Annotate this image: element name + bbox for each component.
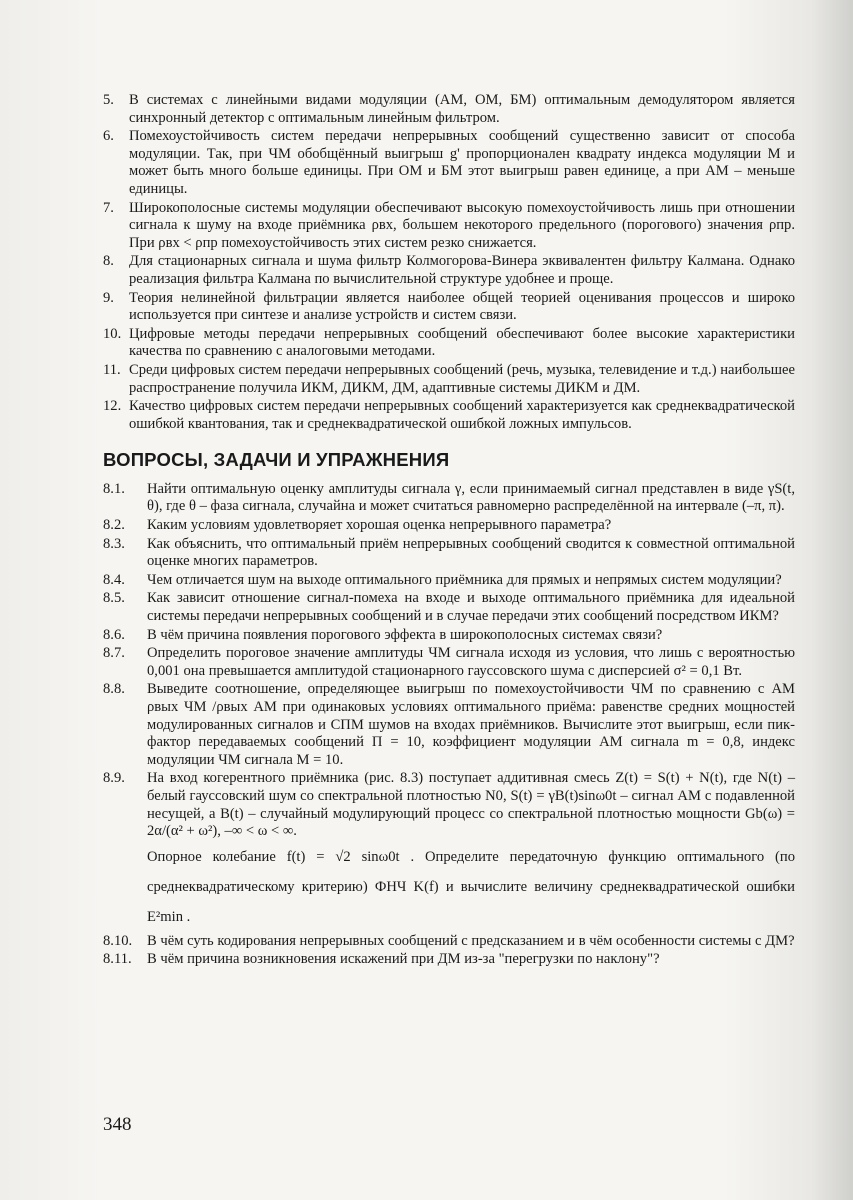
summary-number: 7. [103, 199, 114, 216]
question-number: 8.10. [103, 932, 133, 949]
question-list [103, 481, 795, 969]
question-text: Каким условиям удовлетворяет хорошая оценка непрерывного параметра? [147, 517, 612, 534]
question-text: Определить пороговое значение амплитуды ЧМ сигнала исходя из условия, что лишь с вероятностью 0,001 она превышается амплитудой стационарного гауссовского шума с дисперсией σ² = 0,1 Вт. [147, 645, 795, 679]
question-text: Как объяснить, что оптимальный приём непрерывных сообщений сводится к совместной оптимальной оценке многих параметров. [147, 535, 795, 570]
summary-item [103, 253, 795, 288]
question-text: Найти оптимальную оценку амплитуды сигнала γ, если принимаемый сигнал представлен в виде γS(t, θ), где θ – фаза сигнала, случайна и может считаться равномерно распределённой на интервале (–π, π). [147, 480, 795, 515]
summary-item [103, 398, 795, 433]
question-text: Опорное колебание f(t) = √2 sinω0t . Определите передаточную функцию оптимального (по среднеквадратическому критерию) ФНЧ K(f) и вычислите величину среднеквадратической ошибки E²min . [147, 848, 795, 925]
question-item [103, 590, 795, 625]
summary-number: 5. [103, 92, 114, 108]
summary-number: 6. [103, 128, 114, 145]
summary-item [103, 92, 795, 127]
page-number: 348 [103, 1114, 132, 1135]
question-number: 8.11. [103, 951, 132, 968]
question-number: 8.1. [103, 480, 125, 497]
question-item [103, 681, 795, 769]
summary-item [103, 290, 795, 325]
question-item [103, 572, 795, 590]
summary-text: Цифровые методы передачи непрерывных сообщений обеспечивают более высокие характеристики качества по сравнению с аналоговыми методами. [129, 325, 795, 360]
summary-text: Широкополосные системы модуляции обеспечивают высокую помехоустойчивость лишь при отношении сигнала к шуму на входе приёмника ρвх, большем некоторого предельного (порогового) значения ρпр. При ρвх < ρпр помехоустойчивость этих систем резко снижается. [129, 199, 795, 251]
summary-item [103, 326, 795, 361]
question-item [103, 481, 795, 516]
summary-item [103, 128, 795, 198]
question-item [103, 517, 795, 535]
summary-text: Теория нелинейной фильтрации является наиболее общей теорией оценивания процессов и широко используется при синтезе и анализе устройств и систем связи. [129, 289, 795, 324]
summary-item [103, 362, 795, 397]
section-title: ВОПРОСЫ, ЗАДАЧИ И УПРАЖНЕНИЯ [103, 449, 450, 471]
question-number: 8.5. [103, 590, 125, 607]
question-number: 8.3. [103, 535, 125, 552]
question-item [103, 951, 795, 969]
summary-text: В системах с линейными видами модуляции (АМ, ОМ, БМ) оптимальным демодулятором является синхронный детектор с оптимальным линейным фильтром. [129, 92, 795, 126]
question-text: На вход когерентного приёмника (рис. 8.3) поступает аддитивная смесь Z(t) = S(t) + N(t), где N(t) – белый гауссовский шум со спектральной плотностью N0, S(t) = γB(t)sinω0t – сигнал АМ с подавленной несущей, а B(t) – случайный модулирующий процесс со спектральной плотностью мощности Gb(ω) = 2α/(α² + ω²), –∞ < ω < ∞. [147, 770, 795, 840]
question-text: Как зависит отношение сигнал-помеха на входе и выходе оптимального приёмника для идеальной системы передачи непрерывных сообщений и в случае передачи этих сообщений посредством ИКМ? [147, 590, 795, 625]
question-text: В чём причина возникновения искажений при ДМ из-за "перегрузки по наклону"? [147, 951, 660, 968]
summary-text: Качество цифровых систем передачи непрерывных сообщений характеризуется как среднеквадратической ошибкой квантования, так и среднеквадратической ошибкой ложных импульсов. [129, 398, 795, 432]
question-item [103, 770, 795, 840]
question-text: Чем отличается шум на выходе оптимального приёмника для прямых и непрямых систем модуляции? [147, 571, 782, 588]
summary-text: Среди цифровых систем передачи непрерывных сообщений (речь, музыка, телевидение и т.д.) наибольшее распространение получила ИКМ, ДИКМ, ДМ, адаптивные системы ДИКМ и ДМ. [129, 361, 795, 396]
summary-number: 11. [103, 361, 121, 378]
question-item [103, 536, 795, 571]
question-number: 8.4. [103, 571, 125, 588]
page-content [103, 92, 795, 970]
summary-number: 10. [103, 325, 122, 342]
summary-number: 8. [103, 253, 114, 270]
question-continuation [103, 842, 795, 932]
summary-number: 9. [103, 289, 114, 306]
question-number: 8.9. [103, 770, 125, 787]
question-text: Выведите соотношение, определяющее выигрыш по помехоустойчивости ЧМ по сравнению с АМ ρвых ЧМ /ρвых АМ при одинаковых условиях оптимального приёма: равенстве средних мощностей модулированных сигналов и СПМ шумов на входах приёмников. Вычислите этот выигрыш, если пик-фактор передаваемых сообщений П = 10, коэффициент модуляции АМ сигнала m = 0,8, индекс модуляции ЧМ сигнала M = 10. [147, 681, 795, 768]
question-item [103, 933, 795, 951]
question-number: 8.2. [103, 517, 125, 534]
question-number: 8.8. [103, 681, 125, 698]
question-item [103, 627, 795, 645]
summary-item [103, 200, 795, 253]
question-number: 8.7. [103, 645, 125, 662]
summary-list [103, 92, 795, 433]
summary-text: Для стационарных сигнала и шума фильтр Колмогорова-Винера эквивалентен фильтру Калмана. Однако реализация фильтра Калмана по вычислительной структуре удобнее и проще. [129, 253, 795, 287]
summary-text: Помехоустойчивость систем передачи непрерывных сообщений существенно зависит от способа модуляции. Так, при ЧМ обобщённый выигрыш g' пропорционален квадрату индекса модуляции М и может быть много больше единицы. При ОМ и БМ этот выигрыш равен единице, а при АМ – меньше единицы. [129, 128, 795, 197]
summary-number: 12. [103, 398, 122, 415]
question-number: 8.6. [103, 626, 125, 643]
question-text: В чём суть кодирования непрерывных сообщений с предсказанием и в чём особенности системы с ДМ? [147, 932, 795, 949]
question-text: В чём причина появления порогового эффекта в широкополосных системах связи? [147, 626, 663, 643]
question-item [103, 645, 795, 680]
